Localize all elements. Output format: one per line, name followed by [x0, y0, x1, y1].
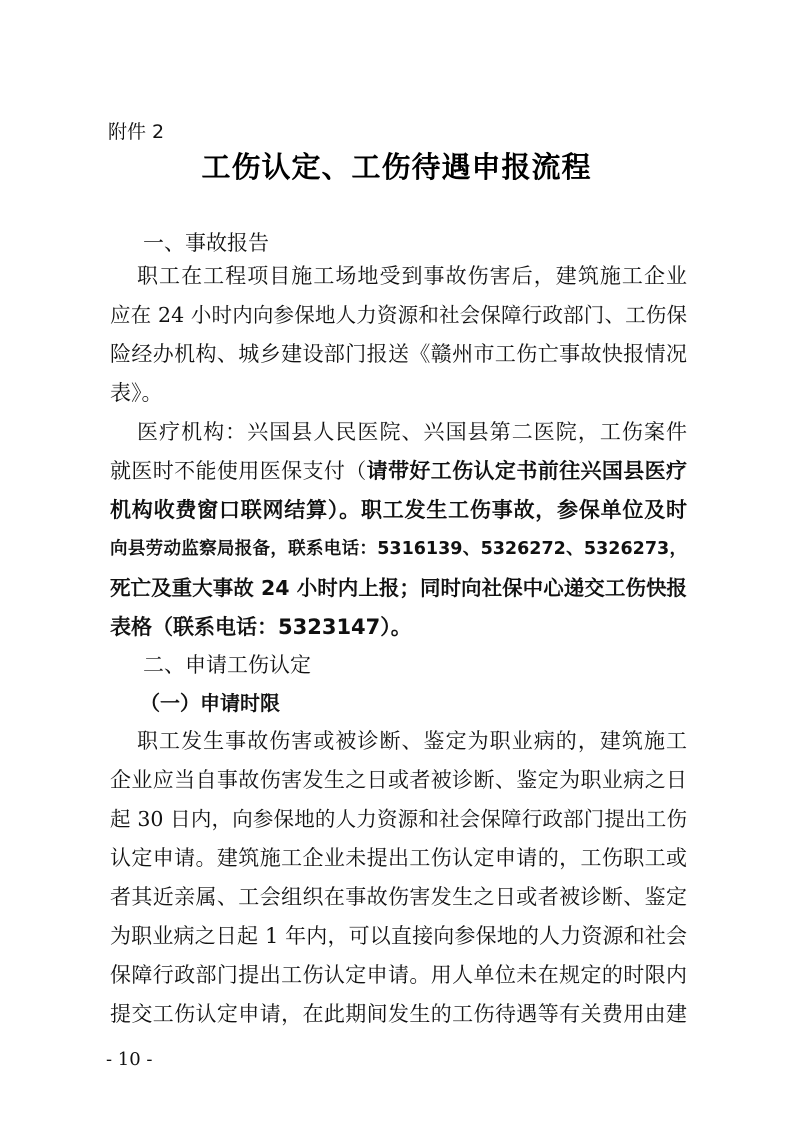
paragraph-line: 职工发生事故伤害或被诊断、鉴定为职业病的，建筑施工	[137, 729, 687, 753]
section-heading-accident-report: 一、事故报告	[143, 231, 269, 255]
paragraph-line	[110, 454, 687, 488]
paragraph-line: 险经办机构、城乡建设部门报送《赣州市工伤亡事故快报情况	[110, 342, 687, 366]
paragraph-line-bold: 死亡及重大事故 24 小时内上报；同时向社保中心递交工伤快报	[110, 576, 687, 600]
paragraph-line-bold: 表格（联系电话：5323147）。	[110, 615, 412, 639]
section-heading-apply-recognition: 二、申请工伤认定	[143, 653, 311, 677]
paragraph-line: 认定申请。建筑施工企业未提出工伤认定申请的，工伤职工或	[110, 846, 687, 870]
paragraph-line: 保障行政部门提出工伤认定申请。用人单位未在规定的时限内	[110, 963, 687, 987]
paragraph-line: 医疗机构：兴国县人民医院、兴国县第二医院，工伤案件	[137, 420, 687, 444]
paragraph-line: 应在 24 小时内向参保地人力资源和社会保障行政部门、工伤保	[110, 303, 687, 327]
paragraph-line: 表》。	[110, 381, 163, 405]
paragraph-line: 企业应当自事故伤害发生之日或者被诊断、鉴定为职业病之日	[110, 768, 687, 792]
paragraph-line: 职工在工程项目施工场地受到事故伤害后，建筑施工企业	[137, 264, 687, 288]
subsection-heading-time-limit: （一）申请时限	[140, 691, 280, 715]
text-bold: 请带好工伤认定书前往兴国县医疗	[366, 459, 688, 483]
page-number: - 10 -	[106, 1049, 153, 1070]
paragraph-line: 提交工伤认定申请，在此期间发生的工伤待遇等有关费用由建	[110, 1002, 687, 1026]
paragraph-line-bold: 机构收费窗口联网结算）。职工发生工伤事故，参保单位及时	[110, 498, 687, 522]
text-normal: 就医时不能使用医保支付（	[110, 459, 367, 483]
paragraph-line: 起 30 日内，向参保地的人力资源和社会保障行政部门提出工伤	[110, 807, 687, 831]
document-title: 工伤认定、工伤待遇申报流程	[201, 150, 592, 184]
paragraph-line: 者其近亲属、工会组织在事故伤害发生之日或者被诊断、鉴定	[110, 885, 687, 909]
attachment-label: 附件 2	[108, 121, 165, 143]
paragraph-line: 为职业病之日起 1 年内，可以直接向参保地的人力资源和社会	[110, 924, 687, 948]
paragraph-line-bold: 向县劳动监察局报备，联系电话：5316139、5326272、5326273，	[110, 539, 687, 559]
